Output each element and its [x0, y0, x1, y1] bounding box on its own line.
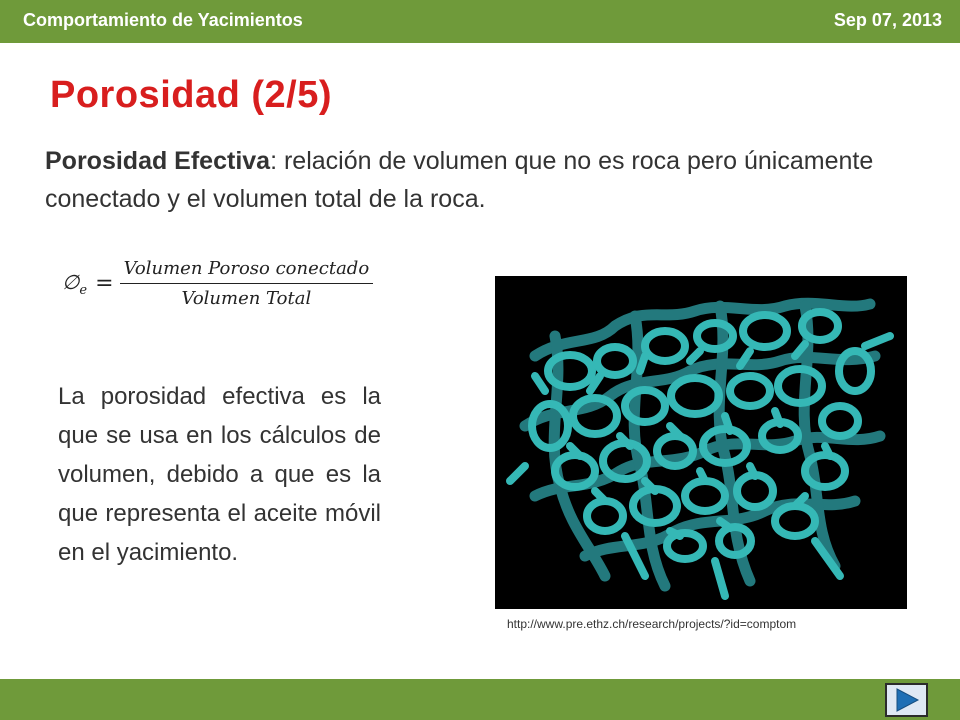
image-source-caption: http://www.pre.ethz.ch/research/projects/?id=comptom: [507, 617, 797, 631]
definition-paragraph: [45, 142, 915, 218]
slide-title: Porosidad (2/5): [50, 74, 332, 116]
effective-porosity-formula: [62, 258, 373, 309]
pore-network-image: [495, 276, 907, 609]
header-bar: [0, 0, 960, 43]
course-title: Comportamiento de Yacimientos: [23, 10, 303, 30]
phi-symbol: ∅: [62, 269, 80, 294]
pore-network-illustration: [495, 276, 907, 609]
definition-text: : relación de volumen que no es roca pero únicamente conectado y el volumen total de la roca.: [45, 147, 874, 213]
presentation-date: Sep 07, 2013: [833, 10, 942, 30]
phi-subscript: e: [79, 282, 88, 298]
formula-fraction: [120, 258, 374, 309]
next-slide-icon: [887, 685, 926, 715]
formula-numerator: Volumen Poroso conectado: [120, 258, 374, 284]
footer-bar: [0, 679, 960, 720]
next-slide-button[interactable]: [885, 683, 928, 717]
formula-lhs: [62, 270, 87, 298]
formula-denominator: Volumen Total: [181, 288, 312, 309]
body-paragraph: La porosidad efectiva es la que se usa en los cálculos de volumen, debido a que es la que representa el aceite móvil en el yacimiento.: [58, 383, 381, 566]
equals-sign: =: [95, 271, 114, 296]
definition-term: Porosidad Efectiva: [45, 147, 271, 175]
